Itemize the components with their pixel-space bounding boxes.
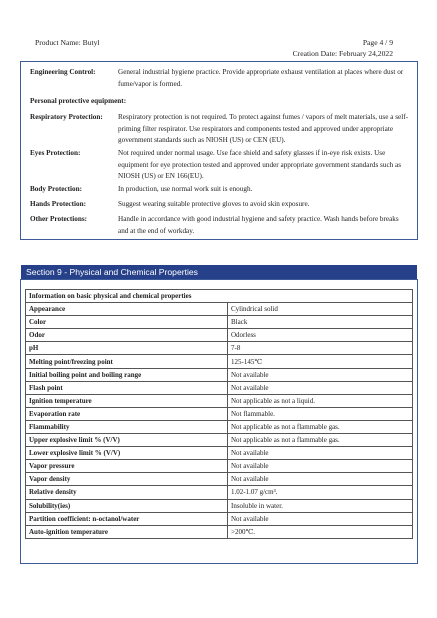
property-value: Not available xyxy=(228,368,413,381)
property-name: Upper explosive limit % (V/V) xyxy=(26,434,228,447)
body-text: In production, use normal work suit is enough. xyxy=(118,185,253,193)
property-value: 125-145℃ xyxy=(228,355,413,368)
table-row xyxy=(26,473,413,486)
table-row xyxy=(26,342,413,355)
property-name: Appearance xyxy=(26,303,228,316)
property-name: Flash point xyxy=(26,381,228,394)
other-label: Other Protections: xyxy=(30,215,88,223)
table-row xyxy=(26,420,413,433)
hands-label: Hands Protection: xyxy=(30,200,86,208)
table-row xyxy=(26,303,413,316)
property-value: Not available xyxy=(228,473,413,486)
table-row xyxy=(26,316,413,329)
table-row xyxy=(26,486,413,499)
property-name: Solubility(ies) xyxy=(26,499,228,512)
table-row xyxy=(26,407,413,420)
table-row xyxy=(26,447,413,460)
property-value: Not flammable. xyxy=(228,407,413,420)
property-value: Odorless xyxy=(228,329,413,342)
section-9-title: Section 9 - Physical and Chemical Properties xyxy=(21,265,417,279)
property-value: >200℃. xyxy=(228,525,413,538)
table-row xyxy=(26,525,413,538)
table-row xyxy=(26,460,413,473)
eyes-text: Not required under normal usage. Use face shield and safety glasses if in-eye risk exists. Use equipment for eye protection tested and approved under appropriate government standards such as NIOSH (US) or EN 166(EU). xyxy=(118,149,402,180)
property-value: Black xyxy=(228,316,413,329)
eyes-label: Eyes Protection: xyxy=(30,149,81,157)
property-value: 7-8 xyxy=(228,342,413,355)
property-name: Color xyxy=(26,316,228,329)
table-title: Information on basic physical and chemical properties xyxy=(26,290,413,303)
engineering-control-text: General industrial hygiene practice. Provide appropriate exhaust ventilation at places where dust or fume/vapor is formed. xyxy=(118,68,404,88)
page-number: Page 4 / 9 xyxy=(362,38,393,47)
properties-table xyxy=(25,289,413,539)
property-value: 1.02-1.07 g/cm³. xyxy=(228,486,413,499)
property-name: Relative density xyxy=(26,486,228,499)
table-row xyxy=(26,434,413,447)
table-row xyxy=(26,368,413,381)
table-row xyxy=(26,512,413,525)
product-name: Product Name: Butyl xyxy=(35,38,100,47)
property-value: Not available xyxy=(228,447,413,460)
property-value: Not available xyxy=(228,460,413,473)
physical-properties-box xyxy=(20,279,418,564)
property-name: Partition coefficient: n-octanol/water xyxy=(26,512,228,525)
property-name: Ignition temperature xyxy=(26,394,228,407)
property-name: Evaporation rate xyxy=(26,407,228,420)
respiratory-text: Respiratory protection is not required. To protect against fumes / vapors of melt materials, use a self-priming filter respirator. Use respirators and components tested and approved under appropriate government standards such as NIOSH (US) or CEN (EU). xyxy=(118,113,408,144)
property-name: Vapor density xyxy=(26,473,228,486)
property-name: Vapor pressure xyxy=(26,460,228,473)
exposure-controls-box xyxy=(20,61,418,240)
property-value: Insoluble in water. xyxy=(228,499,413,512)
ppe-title: Personal protective equipment: xyxy=(30,97,127,105)
table-row xyxy=(26,394,413,407)
hands-text: Suggest wearing suitable protective gloves to avoid skin exposure. xyxy=(118,200,310,208)
engineering-control-label: Engineering Control: xyxy=(30,68,96,76)
property-value: Not applicable as not a liquid. xyxy=(228,394,413,407)
table-row xyxy=(26,381,413,394)
property-name: Melting point/freezing point xyxy=(26,355,228,368)
table-row xyxy=(26,499,413,512)
property-name: pH xyxy=(26,342,228,355)
respiratory-label: Respiratory Protection: xyxy=(30,113,103,121)
creation-date: Creation Date: February 24,2022 xyxy=(292,49,393,58)
property-name: Flammability xyxy=(26,420,228,433)
property-value: Not applicable as not a flammable gas. xyxy=(228,420,413,433)
table-row xyxy=(26,329,413,342)
body-label: Body Protection: xyxy=(30,185,82,193)
property-value: Not available xyxy=(228,512,413,525)
property-value: Cylindrical solid xyxy=(228,303,413,316)
other-text: Handle in accordance with good industrial hygiene and safety practice. Wash hands before breaks and at the end of workday. xyxy=(118,215,399,235)
property-name: Odor xyxy=(26,329,228,342)
property-name: Lower explosive limit % (V/V) xyxy=(26,447,228,460)
property-value: Not available xyxy=(228,381,413,394)
property-name: Initial boiling point and boiling range xyxy=(26,368,228,381)
property-name: Auto-ignition temperature xyxy=(26,525,228,538)
property-value: Not applicable as not a flammable gas. xyxy=(228,434,413,447)
table-row xyxy=(26,355,413,368)
